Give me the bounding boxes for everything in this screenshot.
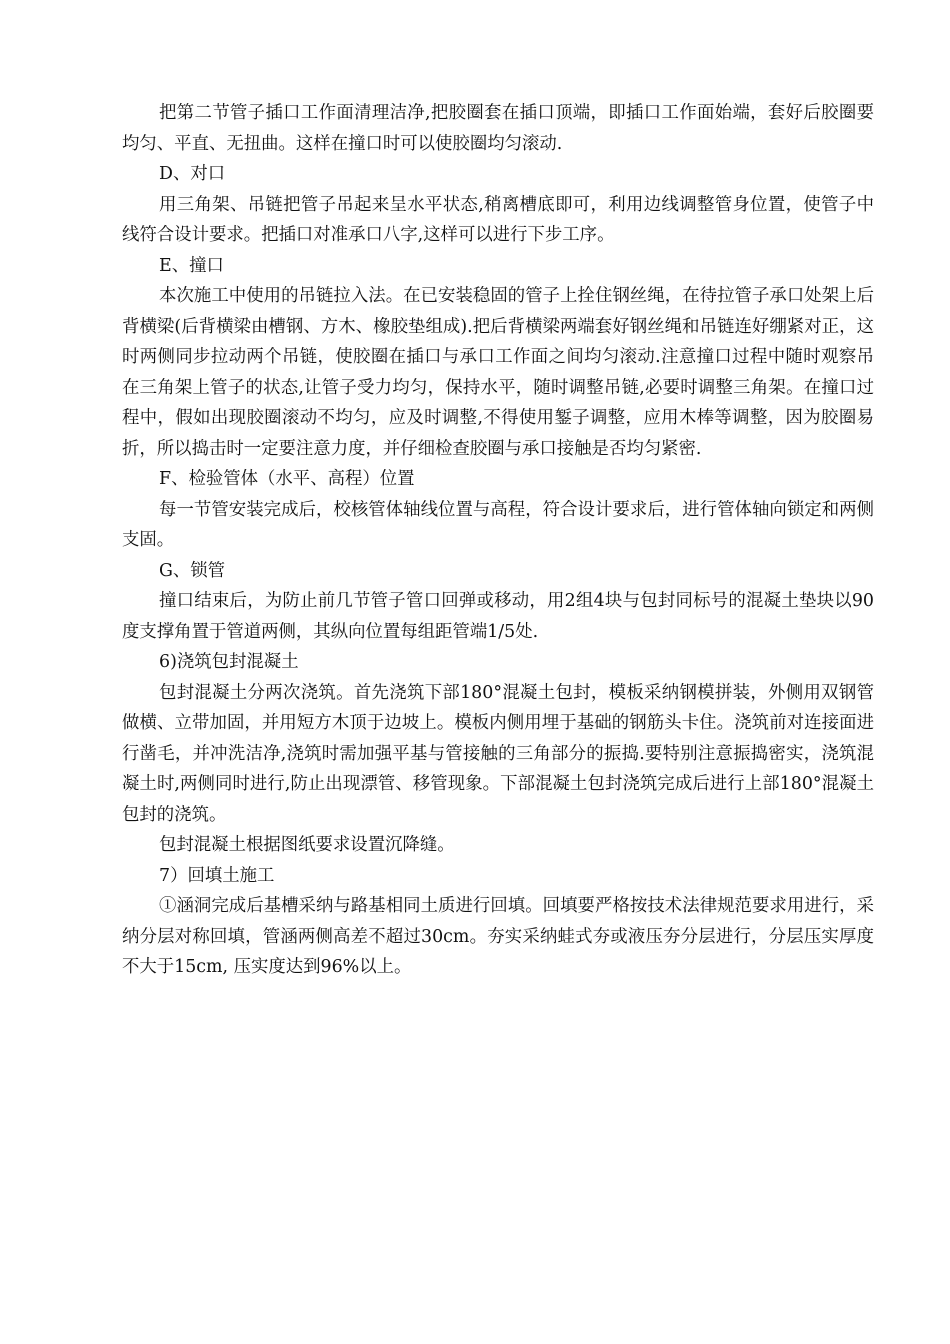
paragraph-concrete-encasement: 包封混凝土分两次浇筑。首先浇筑下部180°混凝土包封，模板采纳钢模拼装，外侧用双钢管做横、立带加固，并用短方木顶于边坡上。模板内侧用埋于基础的钢筋头卡住。浇筑前对连接面进行凿毛，并冲洗洁净,浇筑时需加强平基与管接触的三角部分的振捣.要特别注意振捣密实，浇筑混凝土时,两侧同时进行,防止出现漂管、移管现象。下部混凝土包封浇筑完成后进行上部180°混凝土包封的浇筑。 (122, 682, 874, 825)
document-page (122, 98, 874, 983)
paragraph-backfill: ①涵洞完成后基槽采纳与路基相同土质进行回填。回填要严格按技术法律规范要求用进行，采纳分层对称回填，管涵两侧高差不超过30cm。夯实采纳蛙式夯或液压夯分层进行，分层压实厚度不大于15cm, 压实度达到96%以上。 (122, 896, 874, 977)
paragraph-insert-gasket: 把第二节管子插口工作面清理洁净,把胶圈套在插口顶端，即插口工作面始端，套好后胶圈要均匀、平直、无扭曲。这样在撞口时可以使胶圈均匀滚动. (122, 103, 874, 154)
heading-7-backfill: 7）回填土施工 (159, 865, 275, 886)
heading-e-jointing: E、撞口 (159, 255, 224, 276)
paragraph-jointing: 本次施工中使用的吊链拉入法。在已安装稳固的管子上拴住钢丝绳，在待拉管子承口处架上后背横梁(后背横梁由槽钢、方木、橡胶垫组成).把后背横梁两端套好钢丝绳和吊链连好绷紧对正，这时两侧同步拉动两个吊链，使胶圈在插口与承口工作面之间均匀滚动.注意撞口过程中随时观察吊在三角架上管子的状态,让管子受力均匀，保持水平，随时调整吊链,必要时调整三角架。在撞口过程中，假如出现胶圈滚动不均匀，应及时调整,不得使用錾子调整，应用木棒等调整，因为胶圈易折，所以捣击时一定要注意力度，并仔细检查胶圈与承口接触是否均匀紧密. (122, 286, 874, 459)
paragraph-locking: 撞口结束后，为防止前几节管子管口回弹或移动，用2组4块与包封同标号的混凝土垫块以90度支撑角置于管道两侧，其纵向位置每组距管端1/5处. (122, 591, 874, 642)
heading-d-alignment: D、对口 (159, 164, 226, 184)
paragraph-alignment: 用三角架、吊链把管子吊起来呈水平状态,稍离槽底即可，利用边线调整管身位置，使管子中线符合设计要求。把插口对准承口八字,这样可以进行下步工序。 (122, 194, 874, 245)
heading-f-inspection: F、检验管体（水平、高程）位置 (159, 469, 415, 489)
paragraph-settlement-joints: 包封混凝土根据图纸要求设置沉降缝。 (159, 835, 455, 855)
paragraph-inspection: 每一节管安装完成后，校核管体轴线位置与高程，符合设计要求后，进行管体轴向锁定和两侧支固。 (122, 499, 874, 550)
heading-g-locking: G、锁管 (159, 560, 226, 581)
heading-6-concrete-encasement: 6)浇筑包封混凝土 (159, 652, 299, 672)
